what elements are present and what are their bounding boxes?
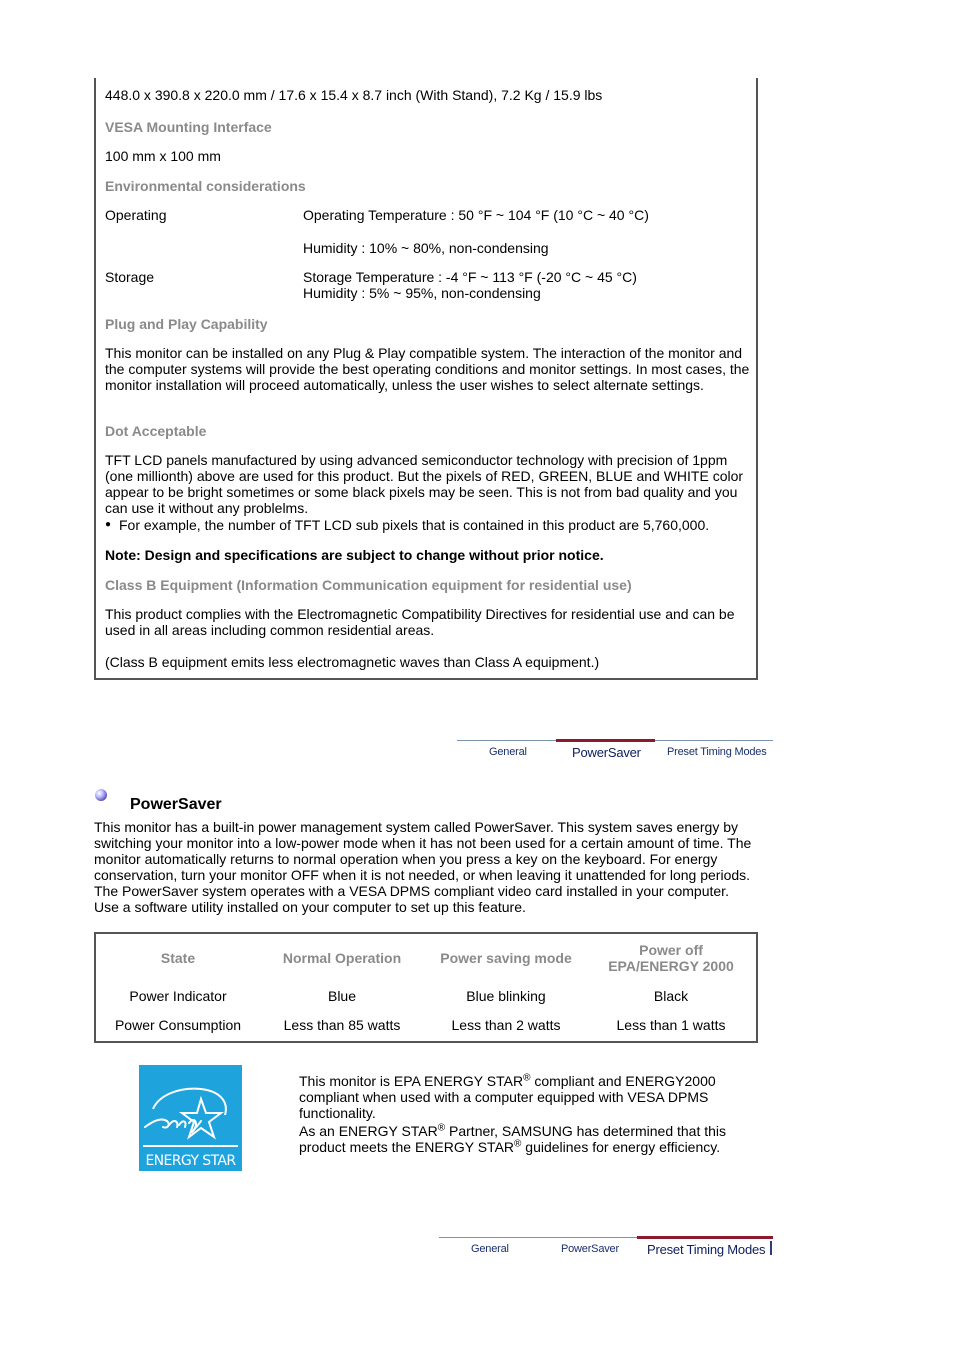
table-cell: Power Indicator <box>129 988 227 1004</box>
storage-temp: Storage Temperature : -4 °F ~ 113 °F (-20 °C ~ 45 °C) <box>303 269 637 285</box>
table-header: Power saving mode <box>440 950 572 966</box>
bullet-marker: ● <box>105 519 112 530</box>
env-heading: Environmental considerations <box>105 178 306 194</box>
dot-text: TFT LCD panels manufactured by using advanced semiconductor technology with precision of 1ppm (one millionth) above are used for this product. But the pixels of RED, GREEN, BLUE and WHITE color appear to be bright sometimes or some black pixels may be seen. This is not from bad quality and you can use it without any problelms. <box>105 452 744 516</box>
storage-humidity: Humidity : 5% ~ 95%, non-condensing <box>303 285 541 301</box>
classb-text: This product complies with the Electromagnetic Compatibility Directives for residential use and can be used in all areas including common residential areas. <box>105 606 735 638</box>
table-cell: Blue blinking <box>466 988 546 1004</box>
operating-temp: Operating Temperature : 50 °F ~ 104 °F (10 °C ~ 40 °C) <box>303 207 649 223</box>
spec-box <box>94 78 758 680</box>
tab-preset-timing-modes[interactable]: Preset Timing Modes <box>647 1242 766 1257</box>
dimensions-value: 448.0 x 390.8 x 220.0 mm / 17.6 x 15.4 x 8.7 inch (With Stand), 7.2 Kg / 15.9 lbs <box>105 87 603 103</box>
table-cell: Less than 85 watts <box>283 1017 401 1033</box>
tab-powersaver[interactable]: PowerSaver <box>561 1243 619 1255</box>
table-cell: Black <box>653 988 689 1004</box>
table-header <box>588 942 754 974</box>
energy-star-text <box>299 1073 754 1155</box>
table-header-line2: EPA/ENERGY 2000 <box>608 958 734 974</box>
storage-label: Storage <box>105 269 155 285</box>
tab-powersaver[interactable]: PowerSaver <box>572 745 641 760</box>
table-header: State <box>160 950 196 966</box>
tab-bar-top <box>457 740 773 764</box>
table-cell: Power Consumption <box>114 1017 242 1033</box>
tab-preset-timing-modes[interactable]: Preset Timing Modes <box>667 746 767 758</box>
dot-bullet-text: For example, the number of TFT LCD sub pixels that is contained in this product are 5,760,000. <box>119 517 710 533</box>
classb-heading: Class B Equipment (Information Communication equipment for residential use) <box>105 577 632 593</box>
powersaver-table <box>94 932 758 1043</box>
energy-star-line1: This monitor is EPA ENERGY STAR® compliant and ENERGY2000 compliant when used with a computer equipped with VESA DPMS functionality. <box>299 1072 716 1121</box>
tab-bar-bottom <box>439 1237 773 1261</box>
pnp-heading: Plug and Play Capability <box>105 316 268 332</box>
powersaver-intro: This monitor has a built-in power management system called PowerSaver. This system saves energy by switching your monitor into a low-power mode when it has not been used for a certain amount of time. The monitor automatically returns to normal operation when you press a key on the keyboard. For energy conservation, turn your monitor OFF when it is not needed, or when leaving it unattended for long periods. The PowerSaver system operates with a VESA DPMS compliant video card installed in your computer. Use a software utility installed on your computer to set up this feature. <box>94 819 752 915</box>
classb-note: (Class B equipment emits less electromagnetic waves than Class A equipment.) <box>105 654 600 670</box>
energy-star-logo-text: ENERGY STAR <box>145 1153 236 1169</box>
table-cell: Less than 1 watts <box>616 1017 726 1033</box>
energy-star-logo <box>139 1065 242 1171</box>
operating-label: Operating <box>105 207 167 223</box>
table-header-line1: Power off <box>639 942 703 958</box>
pnp-text: This monitor can be installed on any Plug & Play compatible system. The interaction of the monitor and the computer systems will provide the best operating conditions and monitor settings. In most cases, the monitor installation will proceed automatically, unless the user wishes to select alternate settings. <box>105 345 750 393</box>
tab-general[interactable]: General <box>471 1243 509 1255</box>
energy-star-line2: As an ENERGY STAR® Partner, SAMSUNG has determined that this product meets the ENERGY STAR® guidelines for energy efficiency. <box>299 1122 727 1155</box>
table-header: Normal Operation <box>282 950 402 966</box>
tab-general[interactable]: General <box>489 746 527 758</box>
vesa-heading: VESA Mounting Interface <box>105 119 272 135</box>
vesa-value: 100 mm x 100 mm <box>105 148 221 164</box>
table-cell: Blue <box>327 988 357 1004</box>
section-bullet-icon <box>95 789 107 801</box>
operating-humidity: Humidity : 10% ~ 80%, non-condensing <box>303 240 549 256</box>
table-cell: Less than 2 watts <box>451 1017 561 1033</box>
note-text: Note: Design and specifications are subject to change without prior notice. <box>105 547 604 563</box>
dot-heading: Dot Acceptable <box>105 423 207 439</box>
energy-star-swoosh-icon <box>139 1065 242 1145</box>
powersaver-title: PowerSaver <box>130 796 222 813</box>
